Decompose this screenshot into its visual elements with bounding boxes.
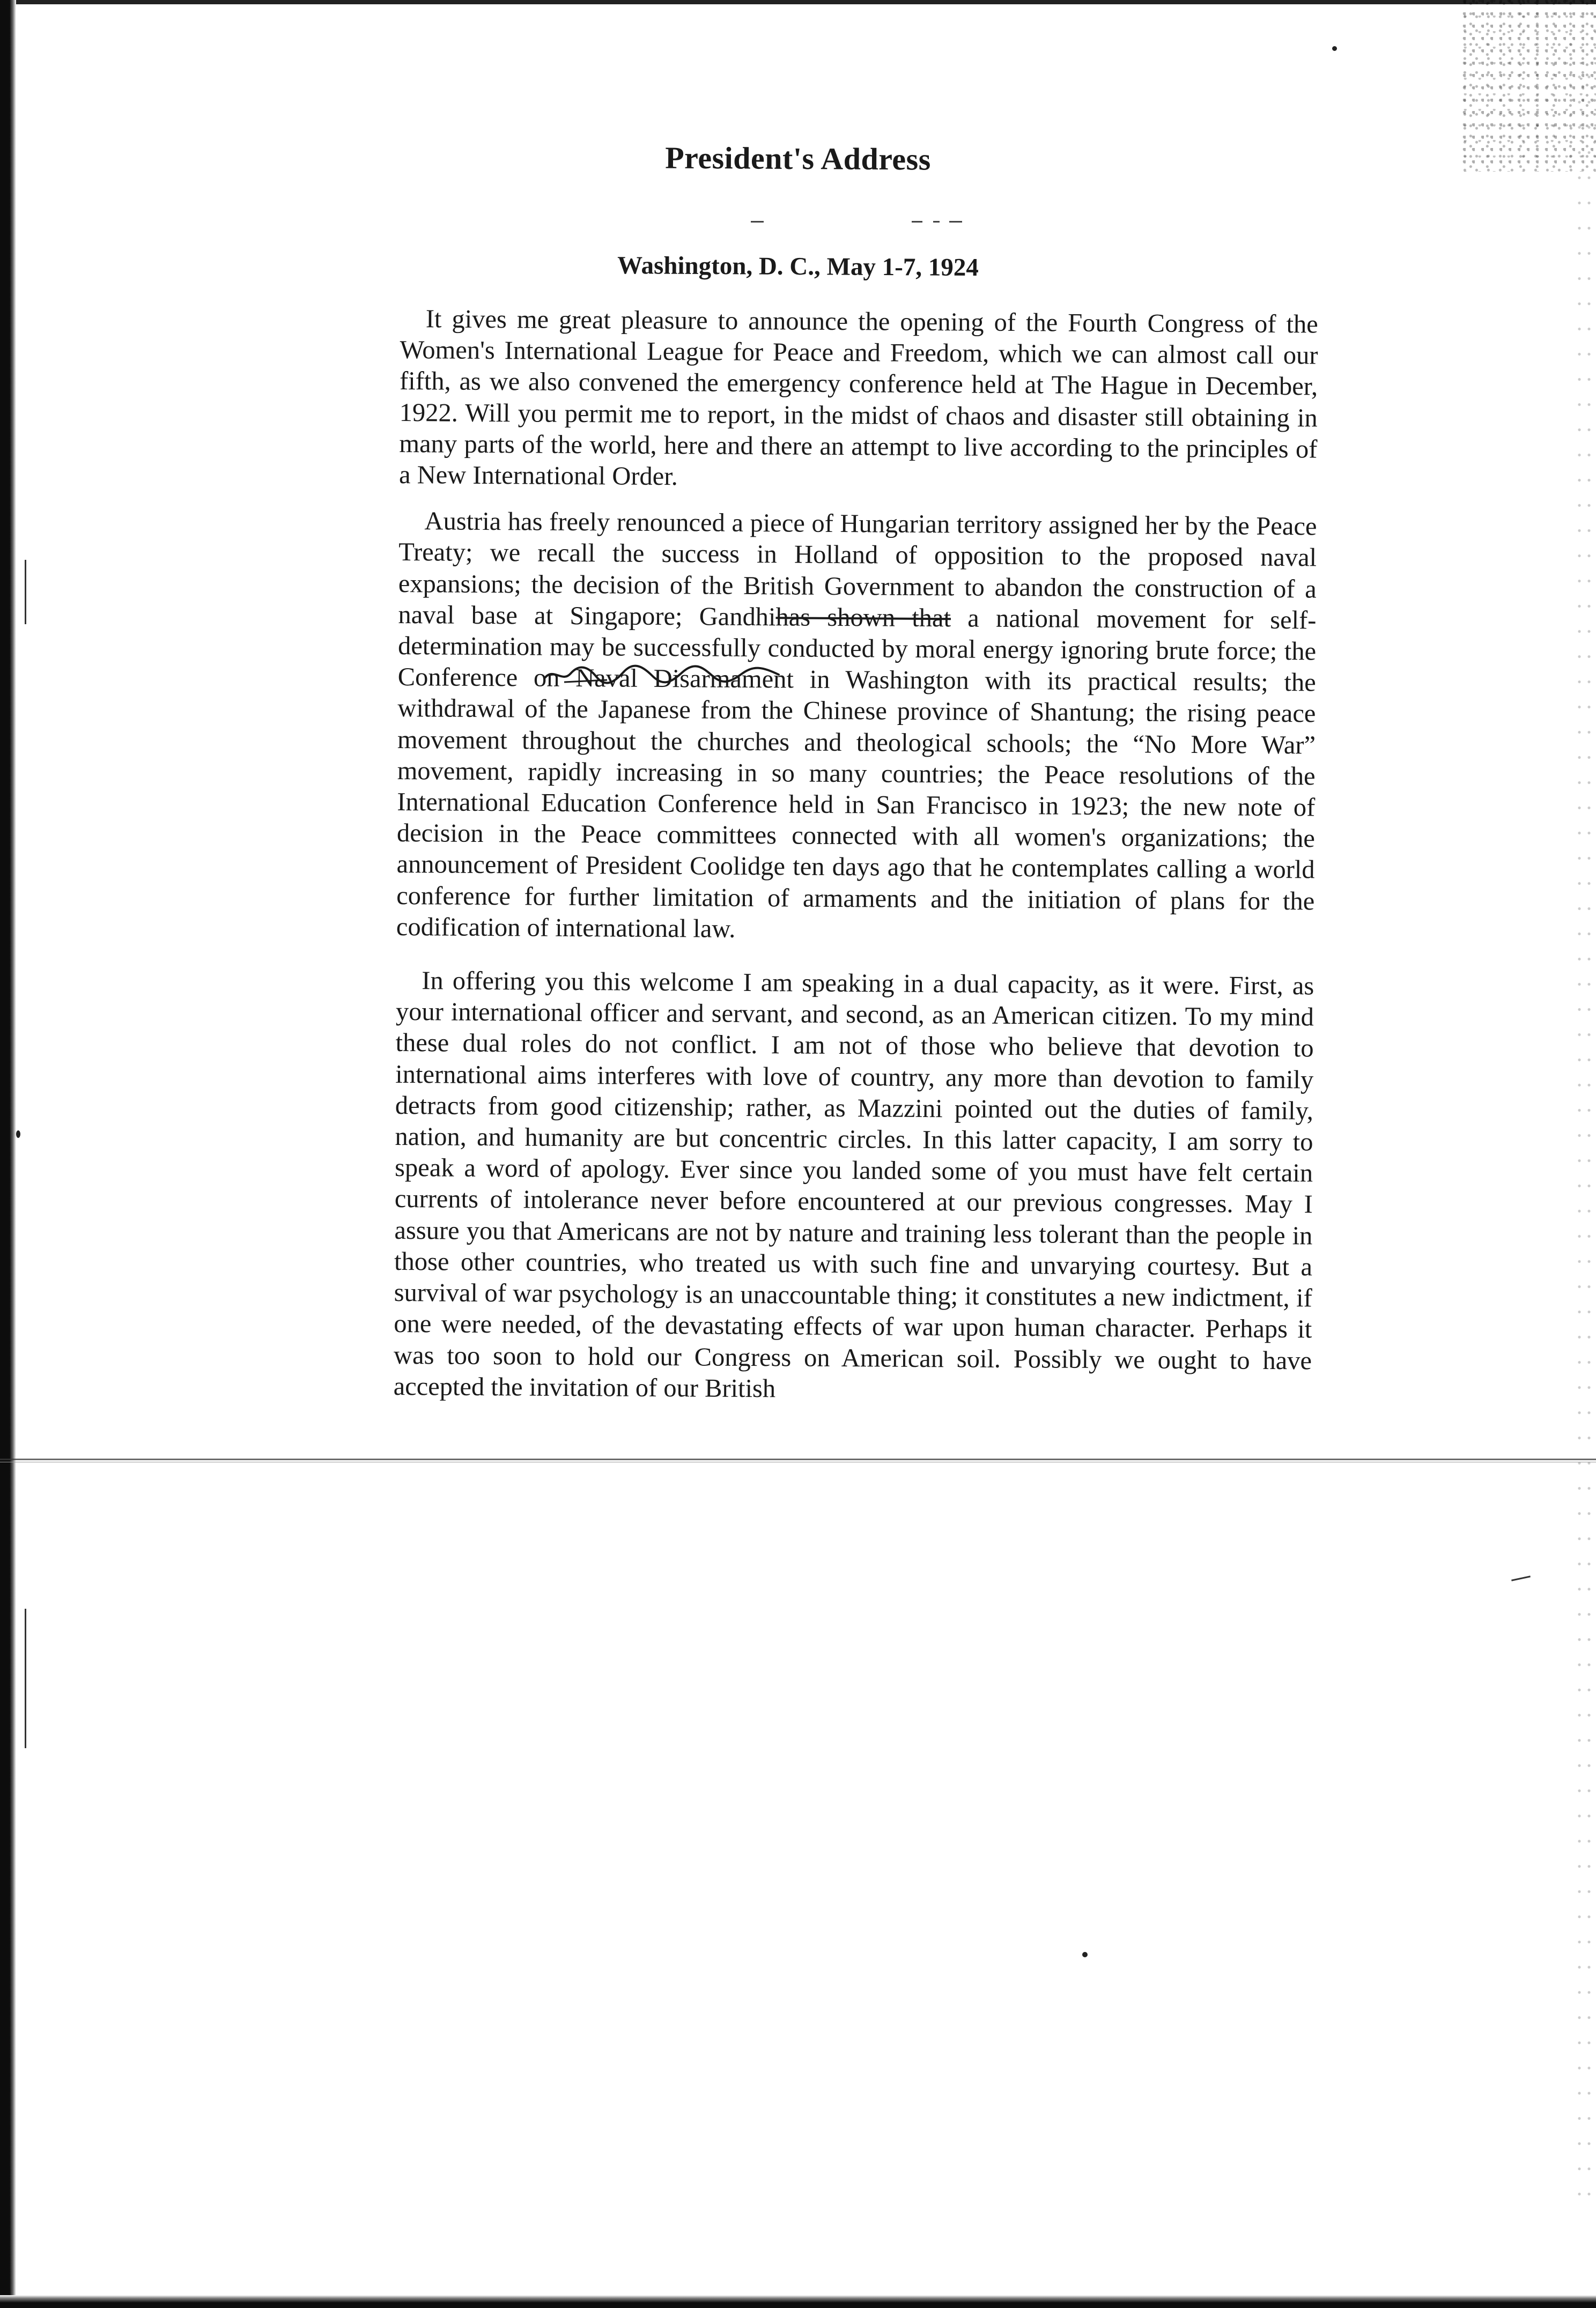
scan-mark xyxy=(25,1609,26,1748)
scan-mark xyxy=(25,560,26,624)
paragraph-2 xyxy=(396,506,1317,948)
title-rule xyxy=(751,221,764,223)
paragraph-2-part-1: Austria has freely renounced a piece of Hungarian territory assigned her by the Peace Treaty; we recall the success in Holland of opposition to the proposed naval expansions; the decision of the British Government to abandon the construction of a naval base at Singapore; Gandhi xyxy=(398,507,1317,632)
paragraph-1: It gives me great pleasure to announce the opening of the Fourth Congress of the Women's International League for Peace and Freedom, which we can almost call our fifth, as we also convened the emergency conference held at The Hague in December, 1922. Will you permit me to report, in the midst of chaos and disaster still obtaining in many parts of the world, here and there an attempt to live according to the principles of a New International Order. xyxy=(398,305,1318,491)
page-title: President's Address xyxy=(665,140,931,177)
paragraph-3: In offering you this welcome I am speaking in a dual capacity, as it were. First, as your international officer and servant, and second, as an American citizen. To my mind these dual roles do not conflict. I am not of those who believe that devotion to international aims interferes with love of country, any more than devotion to family detracts from good citizenship; rather, as Mazzini pointed out the duties of family, nation, and humanity are but concentric circles. In this latter capacity, I am sorry to speak a word of apology. Ever since you landed some of you must have felt certain currents of intolerance never before encountered at our previous congresses. May I assure you that Americans are not by nature and training less tolerant than the people in those other countries, who treated us with such fine and unvarying courtesy. But a survival of war psychology is an unaccountable thing; it constitutes a new indictment, if one were needed, of the devastating effects of war upon human character. Perhaps it was too soon to hold our Congress on American soil. Possibly we ought to have accepted the invitation of our British xyxy=(393,966,1314,1403)
body-text xyxy=(393,304,1318,1419)
scan-edge-left xyxy=(0,0,16,2308)
scan-noise-right xyxy=(1575,64,1596,2209)
scan-mark xyxy=(1511,1575,1531,1581)
title-rule xyxy=(912,221,922,223)
paragraph-2-part-2: a national movement for self-determination may be successfully conducted by moral energy ignoring brute force; the Conference on Naval Disarmament in Washington with its practical results; the withdrawal of the Japanese from the Chinese province of Shantung; the rising peace movement throughout the churches and theological schools; the “No More War” movement, rapidly increasing in so many countries; the Peace resolutions of the International Education Conference held in San Francisco in 1923; the new note of decision in the Peace committees connected with all women's organizations; the announcement of President Coolidge ten days ago that he contemplates calling a world conference for further limitation of armaments and the initiation of plans for the codification of international law. xyxy=(396,604,1317,943)
title-rule xyxy=(949,221,962,223)
page-subtitle: Washington, D. C., May 1-7, 1924 xyxy=(617,251,979,282)
scan-speck xyxy=(16,1130,20,1138)
title-rule xyxy=(933,221,940,223)
struck-text: has shown that xyxy=(775,603,951,633)
scan-speck xyxy=(1332,46,1337,51)
scan-edge-top xyxy=(0,0,1596,4)
scan-speck xyxy=(1082,1952,1088,1957)
scan-fold-line xyxy=(0,1459,1596,1460)
scan-edge-bottom xyxy=(0,2295,1596,2308)
